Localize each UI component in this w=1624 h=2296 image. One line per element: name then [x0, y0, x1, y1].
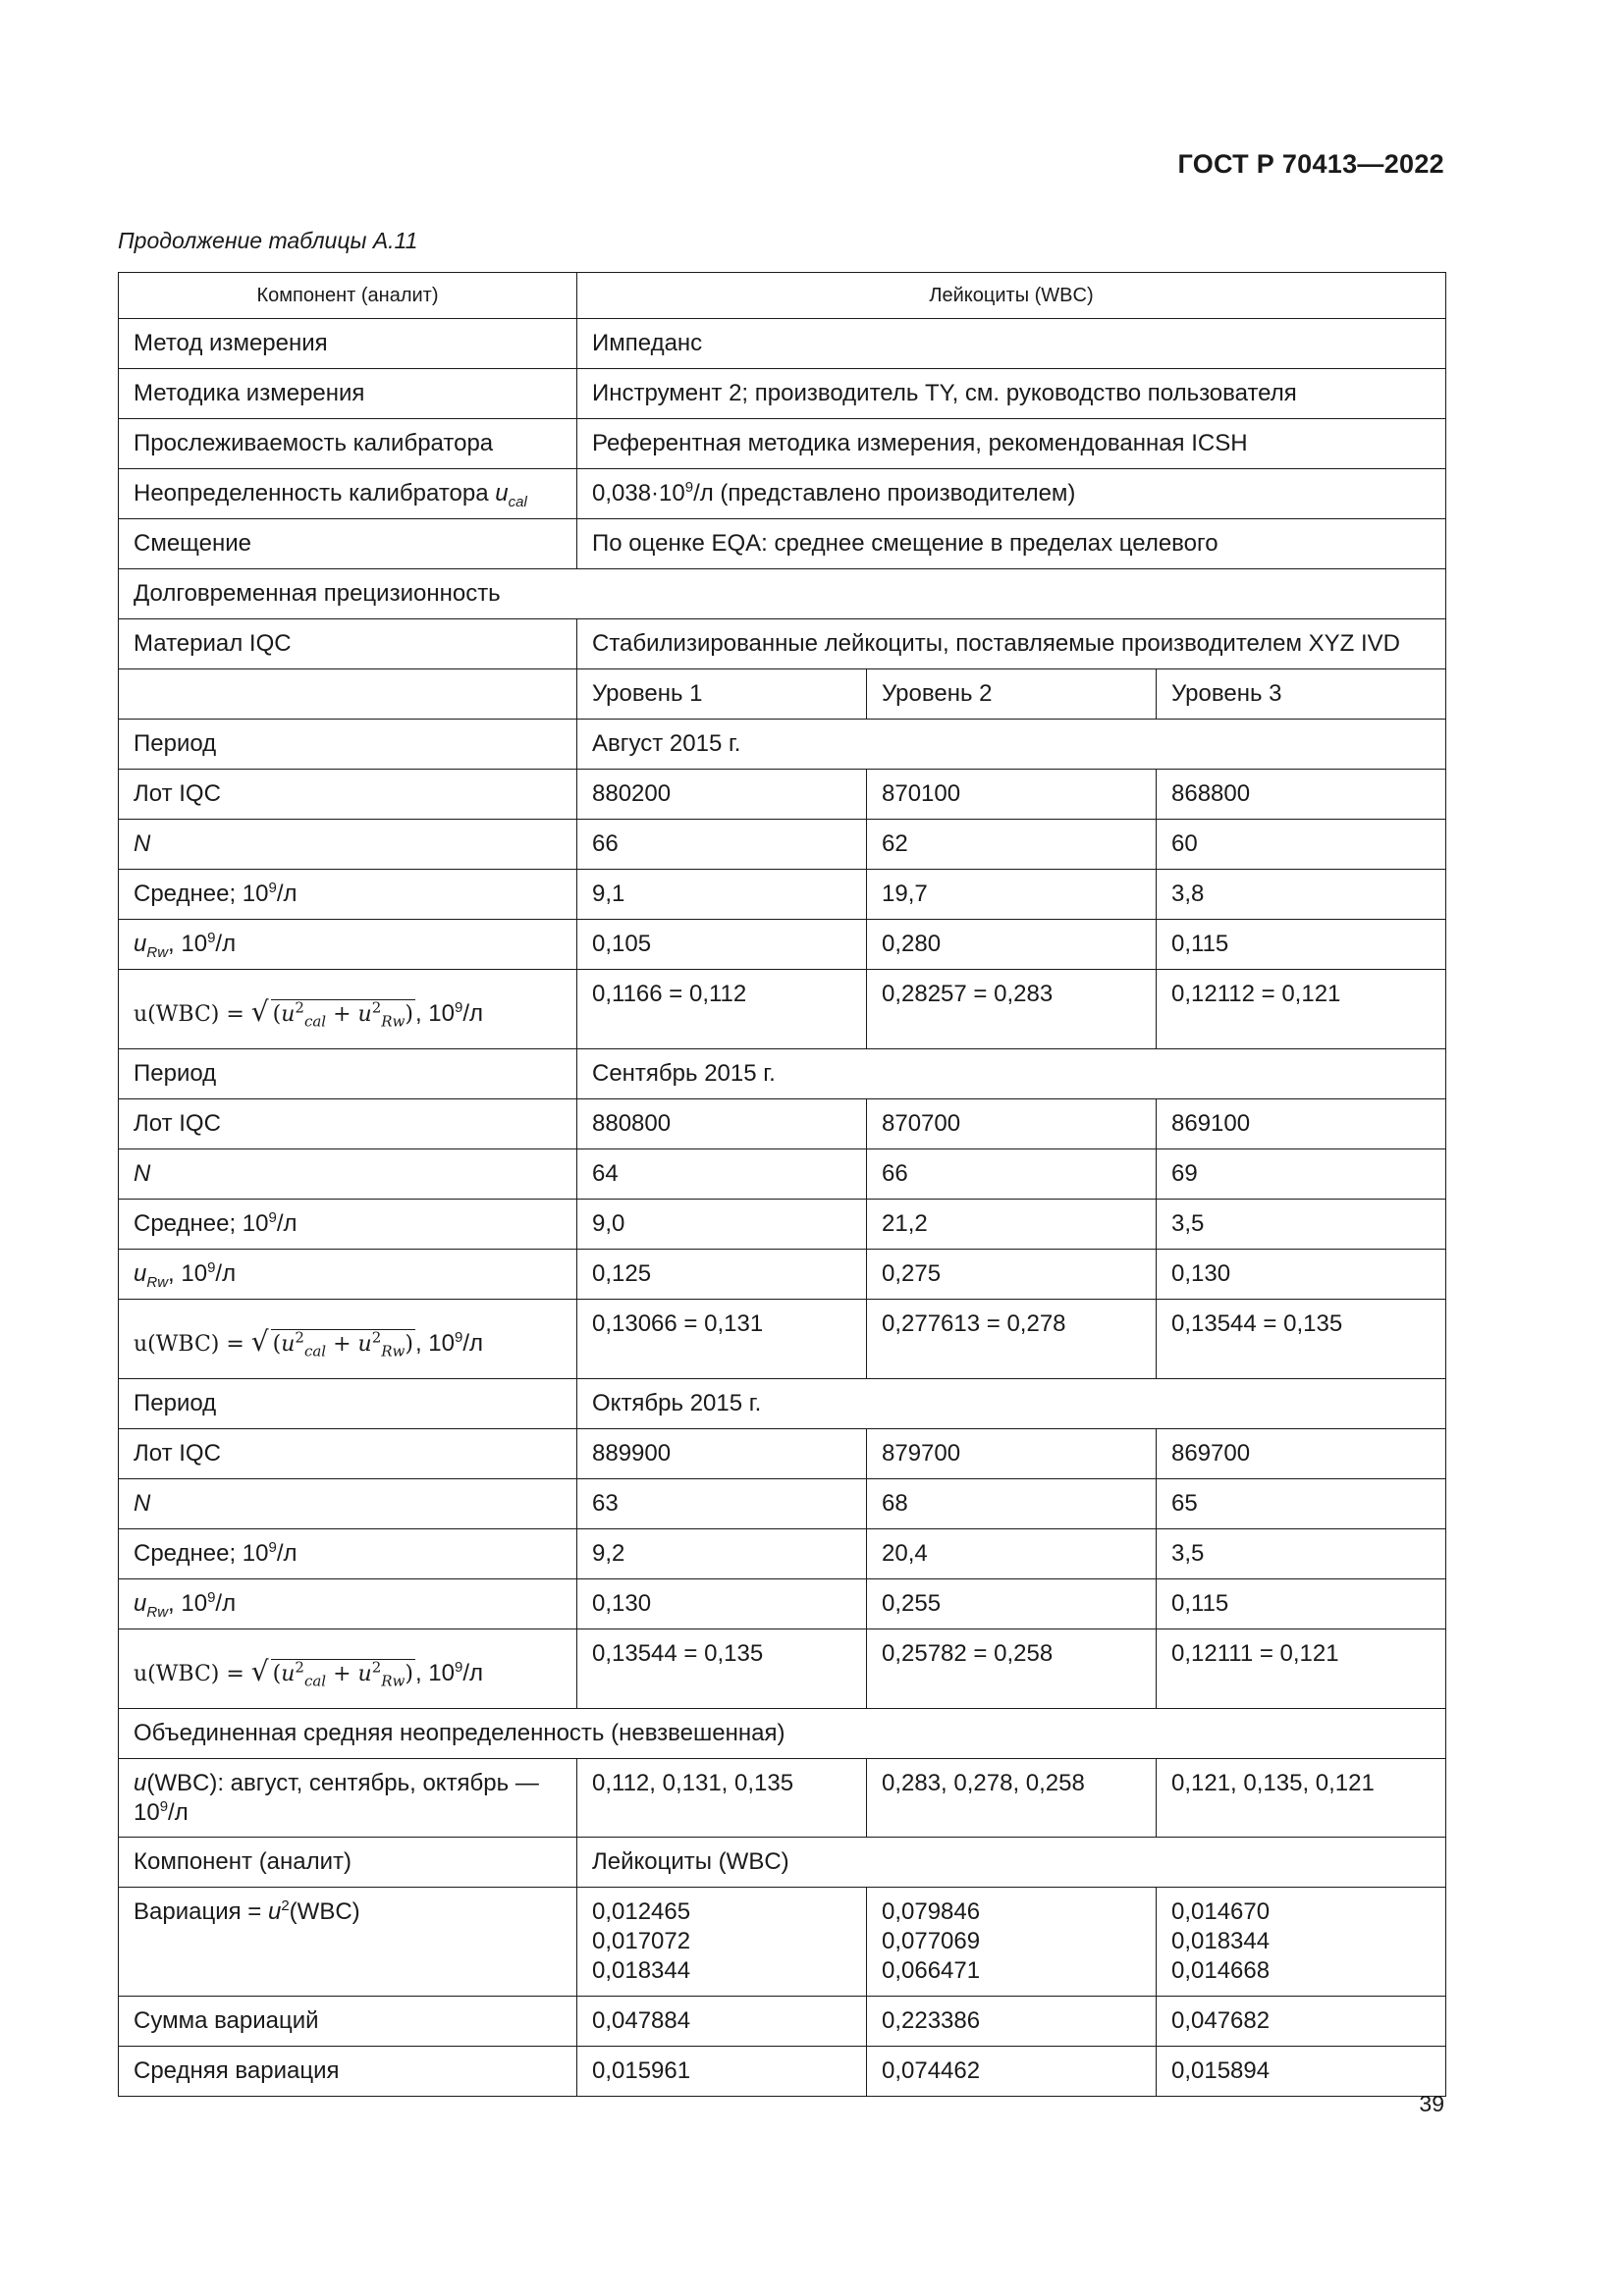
period-row [119, 1049, 1446, 1099]
lot-label: Лот IQC [119, 1099, 577, 1149]
uncertainty-label: Неопределенность калибратора $u_{cal}$ [119, 469, 577, 519]
component-label: Компонент (аналит) [119, 1838, 577, 1888]
mean-row [119, 870, 1446, 920]
variation-item: 0,018344 [1171, 1928, 1271, 1954]
n-value: 68 [867, 1479, 1157, 1529]
urw-value: 0,130 [1157, 1250, 1446, 1300]
period-label: Период [119, 720, 577, 770]
urw-value: 0,275 [867, 1250, 1157, 1300]
n-value: 64 [577, 1149, 867, 1200]
urw-value: 0,105 [577, 920, 867, 970]
mean-variation-label: Средняя вариация [119, 2047, 577, 2097]
bias-label: Смещение [119, 519, 577, 569]
u-wbc-value: 0,13544 = 0,135 [1157, 1300, 1446, 1379]
lot-value: 869100 [1157, 1099, 1446, 1149]
lot-value: 870700 [867, 1099, 1157, 1149]
page-number: 39 [1419, 2091, 1444, 2116]
variation-row [119, 1888, 1446, 1997]
lot-value: 889900 [577, 1429, 867, 1479]
uncertainty-row [119, 469, 1446, 519]
period-row [119, 720, 1446, 770]
method-label: Метод измерения [119, 319, 577, 369]
n-row [119, 1149, 1446, 1200]
u-wbc-summary-label: u(WBC): август, сентябрь, октябрь — $10^9/л$ [119, 1759, 577, 1838]
variation-item: 0,018344 [592, 1957, 691, 1984]
traceability-label: Прослеживаемость калибратора [119, 419, 577, 469]
variation-item: 0,012465 [592, 1898, 691, 1925]
level-3: Уровень 3 [1157, 669, 1446, 720]
urw-value: 0,115 [1157, 1579, 1446, 1629]
lot-label: Лот IQC [119, 770, 577, 820]
u-wbc-label [119, 970, 577, 1049]
lot-value: 879700 [867, 1429, 1157, 1479]
urw-value: 0,255 [867, 1579, 1157, 1629]
n-value: 69 [1157, 1149, 1446, 1200]
n-value: 60 [1157, 820, 1446, 870]
combined-row [119, 1709, 1446, 1759]
variation-value [1157, 1888, 1446, 1997]
u-wbc-summary-value: 0,121, 0,135, 0,121 [1157, 1759, 1446, 1838]
u-wbc-value: 0,277613 = 0,278 [867, 1300, 1157, 1379]
sum-value: 0,223386 [867, 1997, 1157, 2047]
u-wbc-summary-value: 0,283, 0,278, 0,258 [867, 1759, 1157, 1838]
procedure-row [119, 369, 1446, 419]
u-wbc-summary-value: 0,112, 0,131, 0,135 [577, 1759, 867, 1838]
variation-label: Вариация = $u^2(WBC)$ [119, 1888, 577, 1997]
urw-label: $u_{Rw}$, $10^9/л$ [119, 1250, 577, 1300]
lot-value: 870100 [867, 770, 1157, 820]
n-row [119, 820, 1446, 870]
u-wbc-row [119, 1629, 1446, 1709]
n-value: 65 [1157, 1479, 1446, 1529]
u-wbc-row [119, 1300, 1446, 1379]
method-value: Импеданс [577, 319, 1446, 369]
lot-value: 869700 [1157, 1429, 1446, 1479]
longterm-row [119, 569, 1446, 619]
uncertainty-value: $0,038\cdot 10^9/л$ (представлено производителем) [577, 469, 1446, 519]
u-wbc-value: 0,25782 = 0,258 [867, 1629, 1157, 1709]
n-value: 66 [867, 1149, 1157, 1200]
levels-empty [119, 669, 577, 720]
variation-item: 0,066471 [882, 1957, 981, 1984]
bias-value: По оценке EQA: среднее смещение в пределах целевого [577, 519, 1446, 569]
u-wbc-value: 0,13066 = 0,131 [577, 1300, 867, 1379]
component-value: Лейкоциты (WBC) [577, 1838, 1446, 1888]
lot-value: 880200 [577, 770, 867, 820]
mean-variation-value: 0,015961 [577, 2047, 867, 2097]
mean-row [119, 1529, 1446, 1579]
traceability-value: Референтная методика измерения, рекомендованная ICSH [577, 419, 1446, 469]
u-wbc-value: 0,1166 = 0,112 [577, 970, 867, 1049]
variation-value [867, 1888, 1157, 1997]
lot-row [119, 1099, 1446, 1149]
lot-row [119, 770, 1446, 820]
u-wbc-value: 0,28257 = 0,283 [867, 970, 1157, 1049]
iqc-material-row [119, 619, 1446, 669]
mean-value: 9,1 [577, 870, 867, 920]
header-row [119, 273, 1446, 319]
mean-value: 20,4 [867, 1529, 1157, 1579]
lot-value: 868800 [1157, 770, 1446, 820]
bias-row [119, 519, 1446, 569]
period-label: Период [119, 1049, 577, 1099]
lot-row [119, 1429, 1446, 1479]
iqc-material-value: Стабилизированные лейкоциты, поставляемые производителем XYZ IVD [577, 619, 1446, 669]
mean-value: 9,0 [577, 1200, 867, 1250]
n-label: N [119, 820, 577, 870]
u-wbc-label [119, 1300, 577, 1379]
mean-variation-value: 0,015894 [1157, 2047, 1446, 2097]
n-value: 66 [577, 820, 867, 870]
data-table [118, 272, 1446, 2097]
mean-value: 21,2 [867, 1200, 1157, 1250]
urw-label: $u_{Rw}$, $10^9/л$ [119, 920, 577, 970]
wbc-formula: u(WBC) = √ $(u^2_{cal} + u^2_{Rw})$, $10^9/л$ [134, 1655, 484, 1690]
method-row [119, 319, 1446, 369]
level-1: Уровень 1 [577, 669, 867, 720]
component-row [119, 1838, 1446, 1888]
levels-row [119, 669, 1446, 720]
mean-label: Среднее; $10^9/л$ [119, 870, 577, 920]
procedure-value: Инструмент 2; производитель TY, см. руководство пользователя [577, 369, 1446, 419]
n-row [119, 1479, 1446, 1529]
mean-value: 3,8 [1157, 870, 1446, 920]
iqc-material-label: Материал IQC [119, 619, 577, 669]
u-wbc-value: 0,13544 = 0,135 [577, 1629, 867, 1709]
variation-item: 0,079846 [882, 1898, 981, 1925]
variation-item: 0,014668 [1171, 1957, 1271, 1984]
n-label: N [119, 1479, 577, 1529]
u-wbc-row [119, 970, 1446, 1049]
longterm-heading: Долговременная прецизионность [119, 569, 1446, 619]
u-wbc-value: 0,12111 = 0,121 [1157, 1629, 1446, 1709]
mean-value: 3,5 [1157, 1529, 1446, 1579]
period-label: Период [119, 1379, 577, 1429]
lot-label: Лот IQC [119, 1429, 577, 1479]
sum-row [119, 1997, 1446, 2047]
mean-label: Среднее; $10^9/л$ [119, 1200, 577, 1250]
sum-value: 0,047682 [1157, 1997, 1446, 2047]
mean-row [119, 1200, 1446, 1250]
mean-label: Среднее; $10^9/л$ [119, 1529, 577, 1579]
u-wbc-label [119, 1629, 577, 1709]
header-label: Компонент (аналит) [119, 273, 577, 319]
urw-row [119, 1579, 1446, 1629]
mean-value: 19,7 [867, 870, 1157, 920]
variation-value [577, 1888, 867, 1997]
urw-value: 0,280 [867, 920, 1157, 970]
variation-item: 0,014670 [1171, 1898, 1271, 1925]
urw-value: 0,125 [577, 1250, 867, 1300]
urw-value: 0,130 [577, 1579, 867, 1629]
u-wbc-value: 0,12112 = 0,121 [1157, 970, 1446, 1049]
header-value: Лейкоциты (WBC) [577, 273, 1446, 319]
mean-value: 3,5 [1157, 1200, 1446, 1250]
combined-heading: Объединенная средняя неопределенность (невзвешенная) [119, 1709, 1446, 1759]
lot-value: 880800 [577, 1099, 867, 1149]
standard-number: ГОСТ Р 70413—2022 [1177, 149, 1444, 179]
urw-row [119, 920, 1446, 970]
level-2: Уровень 2 [867, 669, 1157, 720]
procedure-label: Методика измерения [119, 369, 577, 419]
urw-value: 0,115 [1157, 920, 1446, 970]
period-value: Август 2015 г. [577, 720, 1446, 770]
n-label: N [119, 1149, 577, 1200]
table-caption: Продолжение таблицы А.11 [118, 228, 418, 253]
period-value: Октябрь 2015 г. [577, 1379, 1446, 1429]
variation-item: 0,077069 [882, 1928, 981, 1954]
wbc-formula: u(WBC) = √ $(u^2_{cal} + u^2_{Rw})$, $10^9/л$ [134, 1325, 484, 1361]
u-wbc-summary-row [119, 1759, 1446, 1838]
urw-label: $u_{Rw}$, $10^9/л$ [119, 1579, 577, 1629]
period-row [119, 1379, 1446, 1429]
sum-label: Сумма вариаций [119, 1997, 577, 2047]
mean-value: 9,2 [577, 1529, 867, 1579]
mean-variation-row [119, 2047, 1446, 2097]
n-value: 63 [577, 1479, 867, 1529]
sum-value: 0,047884 [577, 1997, 867, 2047]
n-value: 62 [867, 820, 1157, 870]
urw-row [119, 1250, 1446, 1300]
variation-item: 0,017072 [592, 1928, 691, 1954]
period-value: Сентябрь 2015 г. [577, 1049, 1446, 1099]
wbc-formula: u(WBC) = √ $(u^2_{cal} + u^2_{Rw})$, $10^9/л$ [134, 995, 484, 1031]
traceability-row [119, 419, 1446, 469]
mean-variation-value: 0,074462 [867, 2047, 1157, 2097]
